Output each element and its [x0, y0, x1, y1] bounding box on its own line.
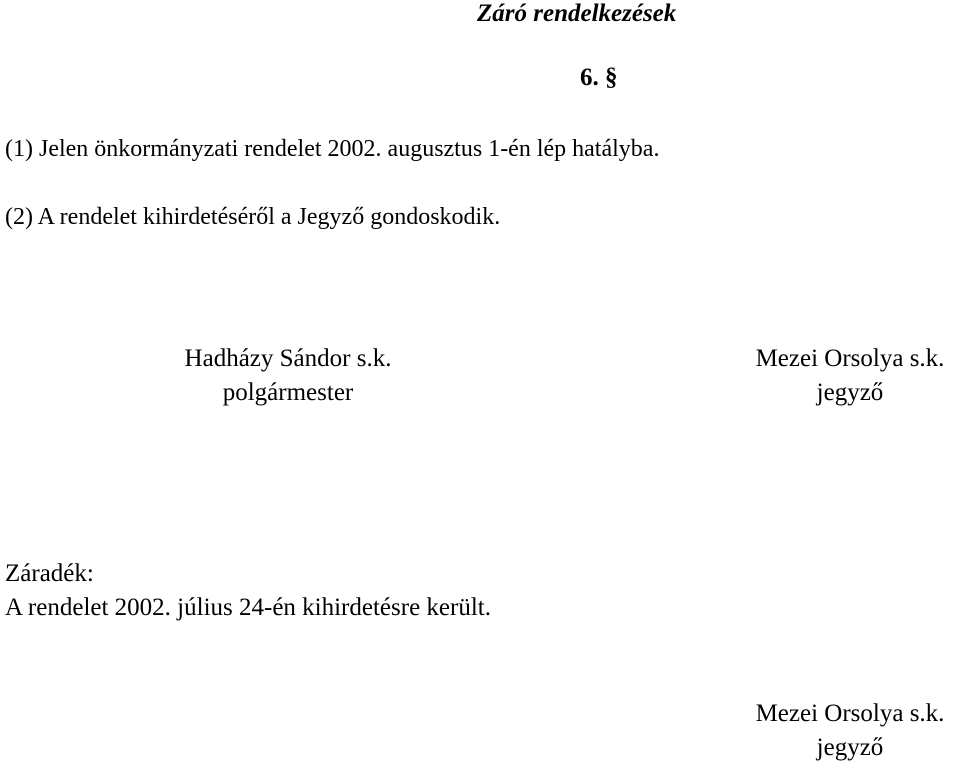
signature-notary [700, 342, 960, 410]
closing-signature-role: jegyző [816, 734, 884, 761]
paragraph-1: (1) Jelen önkormányzati rendelet 2002. augusztus 1-én lép hatályba. [5, 136, 660, 162]
signature-mayor [138, 342, 438, 410]
clause-block [5, 557, 491, 625]
signature-notary-role: jegyző [816, 379, 884, 406]
closing-signature [700, 697, 960, 765]
signature-notary-name: Mezei Orsolya s.k. [755, 345, 945, 372]
signature-mayor-name: Hadházy Sándor s.k. [184, 345, 392, 372]
clause-label: Záradék: [5, 560, 94, 587]
signature-mayor-role: polgármester [222, 379, 354, 406]
section-number: 6. § [580, 64, 618, 91]
closing-signature-name: Mezei Orsolya s.k. [755, 700, 945, 727]
paragraph-2: (2) A rendelet kihirdetéséről a Jegyző gondoskodik. [5, 204, 501, 230]
document-title: Záró rendelkezések [477, 0, 677, 27]
clause-text: A rendelet 2002. július 24-én kihirdetésre került. [5, 594, 491, 621]
